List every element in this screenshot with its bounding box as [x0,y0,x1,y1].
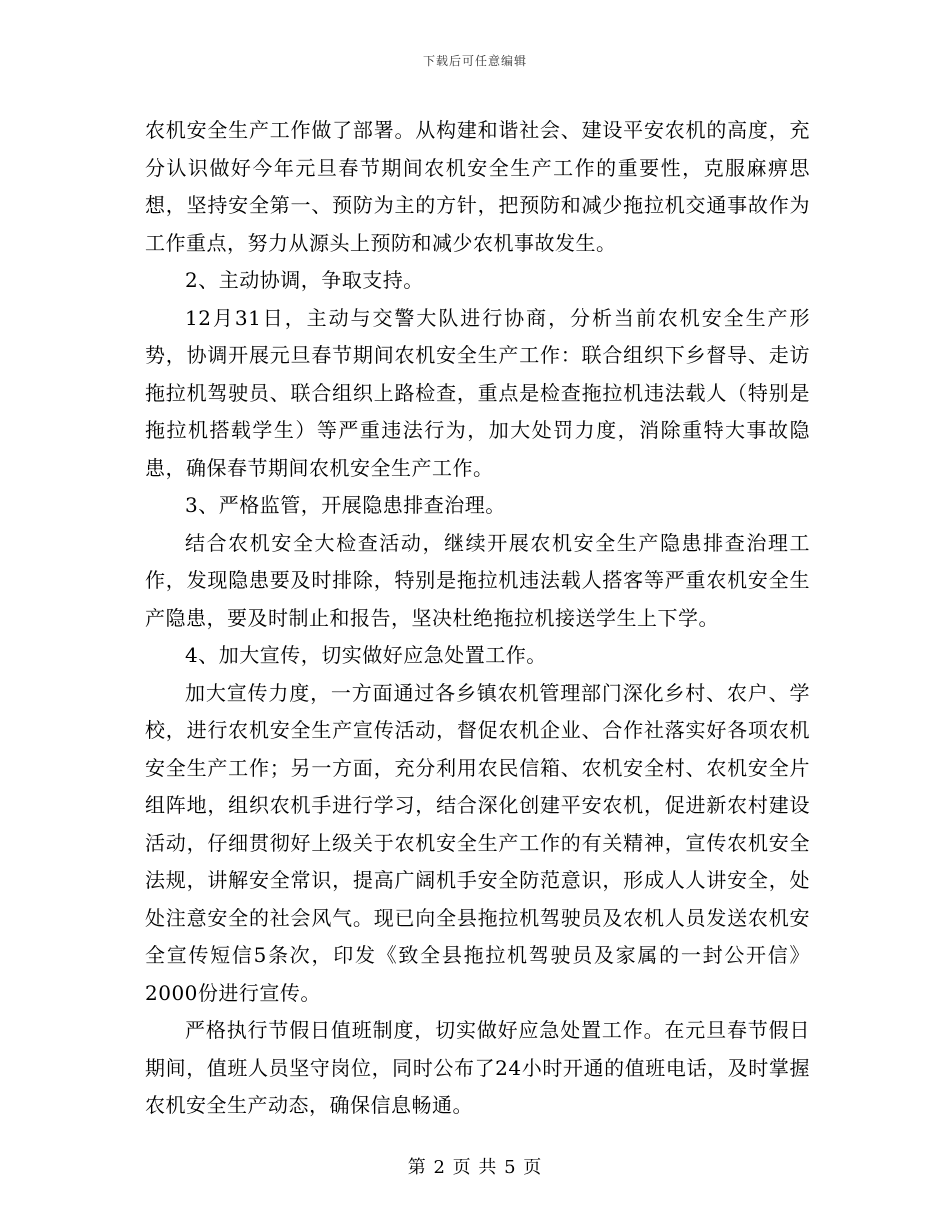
paragraph: 结合农机安全大检查活动，继续开展农机安全生产隐患排查治理工作，发现隐患要及时排除，特别是拖拉机违法载人搭客等严重农机安全生产隐患，要及时制止和报告，坚决杜绝拖拉机接送学生上下学。 [145,530,810,630]
section-heading: 3、严格监管，开展隐患排查治理。 [185,493,506,517]
paragraph: 加大宣传力度，一方面通过各乡镇农机管理部门深化乡村、农户、学校，进行农机安全生产宣传活动，督促农机企业、合作社落实好各项农机安全生产工作；另一方面，充分利用农民信箱、农机安全村、农机安全片组阵地，组织农机手进行学习，结合深化创建平安农机，促进新农村建设活动，仔细贯彻好上级关于农机安全生产工作的有关精神，宣传农机安全法规，讲解安全常识，提高广阔机手安全防范意识，形成人人讲安全，处处注意安全的社会风气。现已向全县拖拉机驾驶员及农机人员发送农机安全宣传短信5条次，印发《致全县拖拉机驾驶员及家属的一封公开信》2000份进行宣传。 [145,680,810,1005]
paragraph: 12月31日，主动与交警大队进行协商，分析当前农机安全生产形势，协调开展元旦春节期间农机安全生产工作：联合组织下乡督导、走访拖拉机驾驶员、联合组织上路检查，重点是检查拖拉机违法载人（特别是拖拉机搭载学生）等严重违法行为，加大处罚力度，消除重特大事故隐患，确保春节期间农机安全生产工作。 [145,305,810,480]
paragraph: 严格执行节假日值班制度，切实做好应急处置工作。在元旦春节假日期间，值班人员坚守岗位，同时公布了24小时开通的值班电话，及时掌握农机安全生产动态，确保信息畅通。 [145,1018,810,1117]
section-heading: 2、主动协调，争取支持。 [185,268,424,292]
page-header: 下载后可任意编辑 [422,54,527,68]
page-number: 第 2 页 共 5 页 [407,1157,543,1178]
section-heading: 4、加大宣传，切实做好应急处置工作。 [185,643,547,667]
paragraph: 农机安全生产工作做了部署。从构建和谐社会、建设平安农机的高度，充分认识做好今年元旦春节期间农机安全生产工作的重要性，克服麻痹思想，坚持安全第一、预防为主的方针，把预防和减少拖拉机交通事故作为工作重点，努力从源头上预防和减少农机事故发生。 [145,118,810,255]
document-body [145,112,810,1125]
